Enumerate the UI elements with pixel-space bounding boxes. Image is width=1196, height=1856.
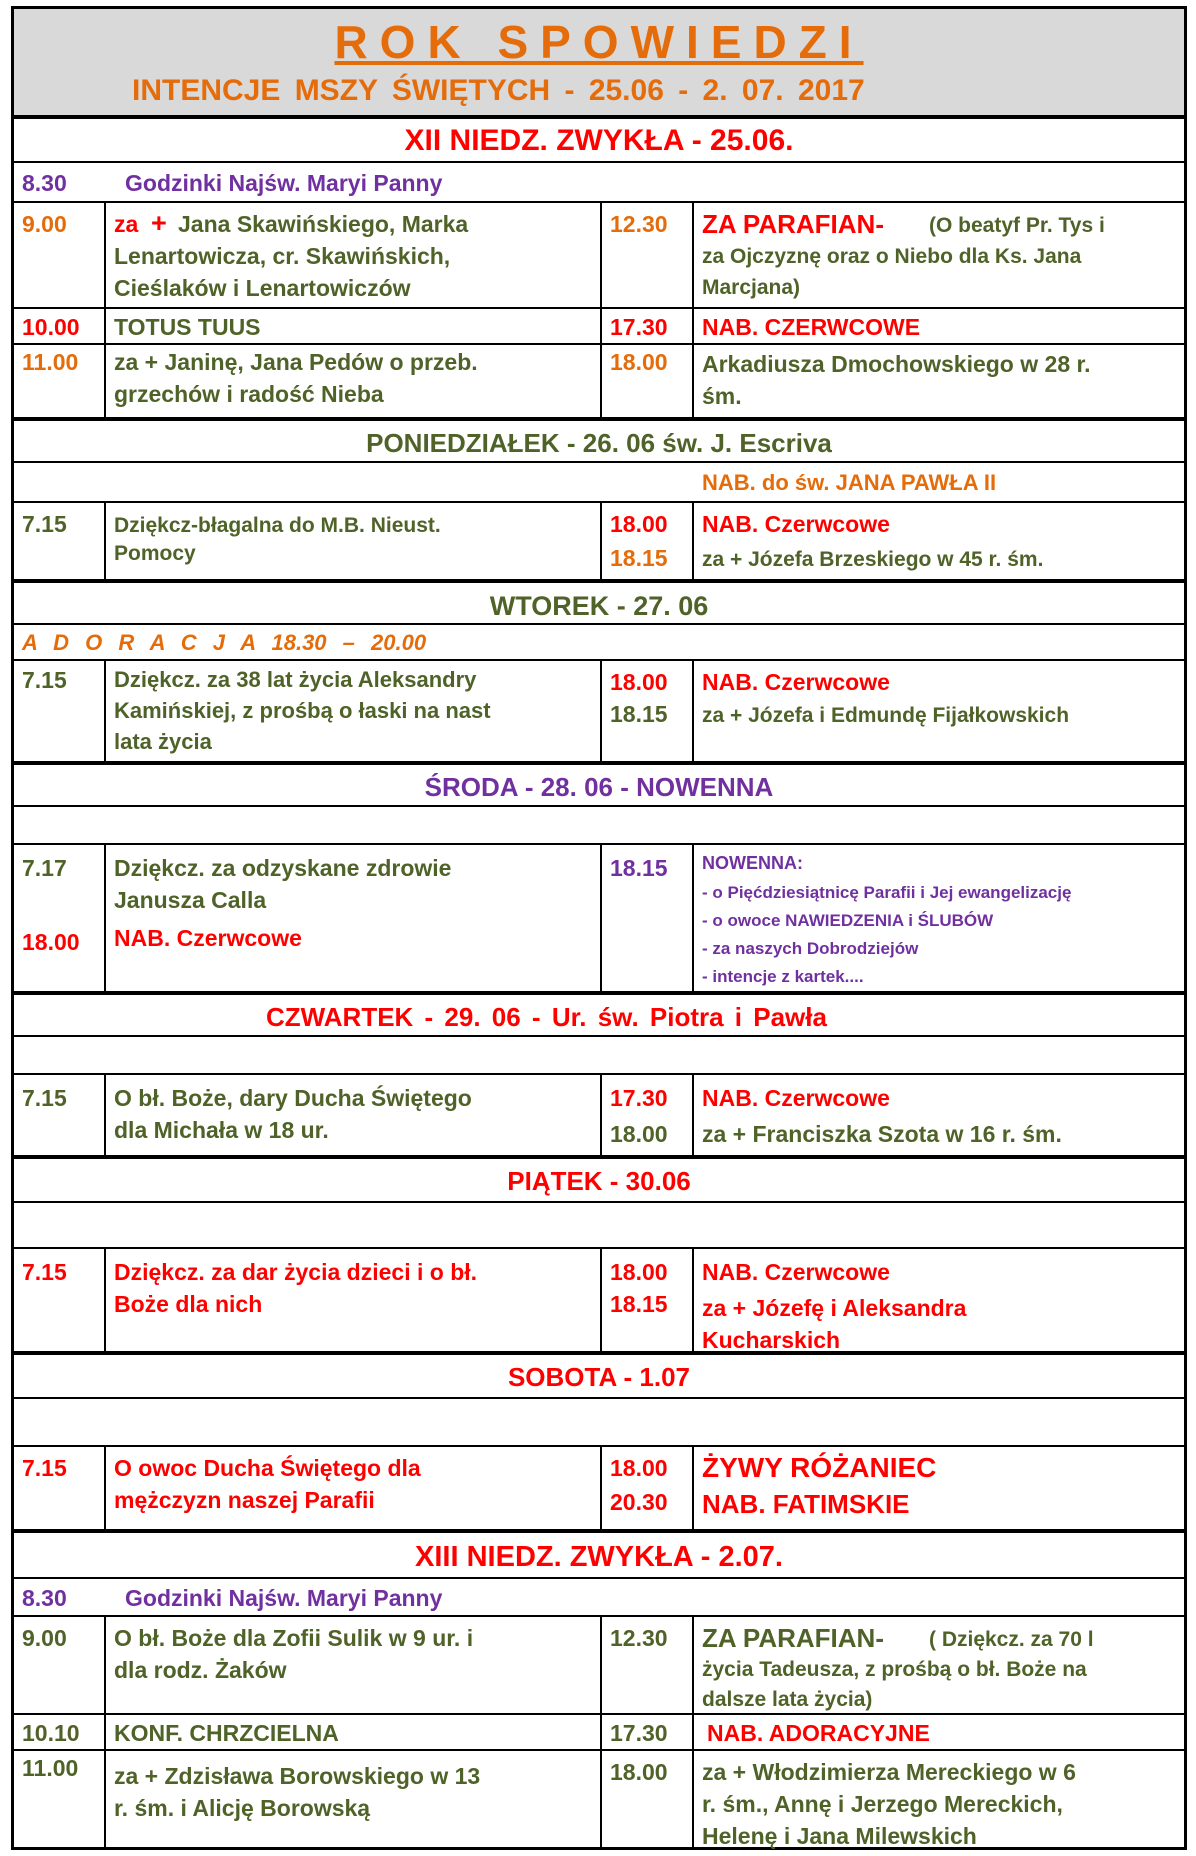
page-title: ROK SPOWIEDZI	[334, 16, 864, 68]
mass-intention: Arkadiusza Dmochowskiego w 28 r.	[702, 351, 1091, 377]
mass-row	[14, 307, 1184, 343]
adoration-note: A D O R A C J A 18.30 – 20.00	[22, 630, 427, 655]
mass-intention: Marcjana)	[702, 276, 801, 299]
day-heading-monday	[14, 417, 1184, 461]
mass-intention: dla Michała w 18 ur.	[114, 1117, 329, 1143]
mass-time: 7.15	[22, 667, 67, 693]
day-heading-tuesday	[14, 579, 1184, 623]
mass-time: 18.15	[610, 545, 668, 571]
mass-intention: O owoc Ducha Świętego dla	[114, 1455, 421, 1481]
mass-intention: Janusza Calla	[114, 887, 267, 913]
mass-time: 10.10	[22, 1720, 80, 1746]
adoracja-row	[14, 623, 1184, 659]
mass-note: NAB. do św. JANA PAWŁA II	[702, 470, 997, 495]
note-row	[14, 461, 1184, 501]
mass-intention: za + Franciszka Szota w 16 r. śm.	[702, 1121, 1062, 1147]
mass-intention: mężczyzn naszej Parafii	[114, 1487, 375, 1513]
day-heading-saturday	[14, 1351, 1184, 1397]
intention-heading: ZA PARAFIAN-	[702, 1623, 884, 1653]
novena-title: NOWENNA:	[702, 853, 803, 873]
godzinki-row	[14, 161, 1184, 201]
mass-intention: śm.	[702, 383, 742, 409]
mass-time: 9.00	[22, 1625, 67, 1651]
schedule-sheet	[11, 6, 1187, 1850]
mass-intention: KONF. CHRZCIELNA	[114, 1720, 339, 1746]
intention-heading: ZA PARAFIAN-	[702, 209, 884, 239]
mass-time: 18.00	[610, 1121, 668, 1147]
mass-intention: życia Tadeusza, z prośbą o bł. Boże na	[702, 1658, 1087, 1681]
mass-intention: NAB. ADORACYJNE	[707, 1720, 930, 1746]
mass-time: 9.00	[22, 211, 67, 237]
mass-intention: (O beatyf Pr. Tys i	[929, 214, 1105, 237]
mass-time: 18.00	[610, 1759, 668, 1785]
mass-intention: Pomocy	[114, 542, 196, 565]
empty-row	[14, 805, 1184, 843]
mass-intention: Dziękcz. za dar życia dzieci i o bł.	[114, 1259, 478, 1285]
mass-time: 7.15	[22, 1085, 67, 1111]
day-title: PONIEDZIAŁEK - 26. 06 św. J. Escriva	[366, 428, 832, 458]
mass-intention: grzechów i radość Nieba	[114, 381, 384, 407]
mass-intention: za Ojczyznę oraz o Niebo dla Ks. Jana	[702, 245, 1082, 268]
header	[14, 9, 1184, 115]
mass-intention: Helenę i Jana Milewskich	[702, 1823, 977, 1849]
day-title: ŚRODA - 28. 06 - NOWENNA	[424, 772, 774, 802]
mass-intention: dla rodz. Żaków	[114, 1657, 287, 1683]
mass-intention: NAB. Czerwcowe	[702, 511, 890, 537]
mass-intention: NAB. Czerwcowe	[114, 925, 302, 951]
mass-time: 11.00	[22, 1755, 79, 1781]
mass-time: 18.15	[610, 701, 668, 727]
mass-time: 18.00	[610, 1259, 668, 1285]
mass-intention: za + Józefa Brzeskiego w 45 r. śm.	[702, 548, 1044, 571]
mass-intention: Lenartowicza, cr. Skawińskich,	[114, 243, 451, 269]
mass-intention: NAB. Czerwcowe	[702, 1085, 890, 1111]
day-title: CZWARTEK - 29. 06 - Ur. św. Piotra i Pawła	[266, 1002, 827, 1032]
mass-time: 18.00	[610, 349, 668, 375]
mass-time: 20.30	[610, 1489, 668, 1515]
mass-intention: NAB. FATIMSKIE	[702, 1489, 910, 1519]
mass-row	[14, 1615, 1184, 1713]
day-heading-friday	[14, 1155, 1184, 1201]
empty-row	[14, 1397, 1184, 1445]
mass-intention: Godzinki Najśw. Maryi Panny	[125, 1585, 443, 1611]
day-heading-thursday	[14, 991, 1184, 1035]
mass-row	[14, 843, 1184, 991]
mass-time: 18.00	[22, 929, 80, 955]
mass-time: 7.15	[22, 1259, 67, 1285]
mass-intention: Dziękcz. za odzyskane zdrowie	[114, 855, 452, 881]
mass-intention: TOTUS TUUS	[114, 314, 261, 340]
mass-time: 11.00	[22, 349, 79, 375]
mass-intention: Dziękcz. za 38 lat życia Aleksandry	[114, 667, 477, 692]
mass-intention: za + Józefa i Edmundę Fijałkowskich	[702, 704, 1070, 727]
mass-time: 8.30	[22, 1585, 67, 1611]
cross-mark: +	[151, 208, 167, 238]
mass-intention: za + Zdzisława Borowskiego w 13	[114, 1763, 481, 1789]
mass-row	[14, 1749, 1184, 1850]
mass-intention: NAB. CZERWCOWE	[702, 314, 921, 340]
novena-item: - za naszych Dobrodziejów	[702, 939, 919, 958]
empty-row	[14, 1201, 1184, 1247]
novena-item: - o Pięćdziesiątnicę Parafii i Jej ewangelizację	[702, 883, 1072, 902]
mass-intention: Cieślaków i Lenartowiczów	[114, 275, 411, 301]
intention-prefix: za	[114, 211, 139, 237]
day-title: XIII NIEDZ. ZWYKŁA - 2.07.	[415, 1541, 783, 1573]
mass-time: 7.17	[22, 855, 67, 881]
mass-intention: Jana Skawińskiego, Marka	[178, 211, 469, 237]
day-heading-wednesday	[14, 761, 1184, 805]
mass-intention: ŻYWY RÓŻANIEC	[702, 1452, 937, 1483]
mass-time: 7.15	[22, 511, 67, 537]
mass-time: 12.30	[610, 1625, 668, 1651]
mass-time: 12.30	[610, 211, 668, 237]
mass-intention: Kamińskiej, z prośbą o łaski na nast	[114, 698, 491, 723]
mass-intention: za + Janinę, Jana Pedów o przeb.	[114, 349, 478, 375]
mass-intention: lata życia	[114, 729, 212, 754]
mass-time: 18.15	[610, 1291, 668, 1317]
page-subtitle: INTENCJE MSZY ŚWIĘTYCH - 25.06 - 2. 07. 2017	[132, 74, 865, 107]
mass-row	[14, 1073, 1184, 1155]
day-title: WTOREK - 27. 06	[489, 591, 709, 621]
mass-row	[14, 1247, 1184, 1351]
mass-intention: O bł. Boże dla Zofii Sulik w 9 ur. i	[114, 1625, 474, 1651]
mass-intention: Boże dla nich	[114, 1291, 263, 1317]
mass-intention: O bł. Boże, dary Ducha Świętego	[114, 1085, 472, 1111]
mass-row	[14, 343, 1184, 417]
mass-time: 18.00	[610, 1455, 668, 1481]
mass-time: 18.15	[610, 855, 668, 881]
mass-intention: Godzinki Najśw. Maryi Panny	[125, 170, 443, 196]
mass-time: 10.00	[22, 314, 80, 340]
mass-intention: NAB. Czerwcowe	[702, 1259, 890, 1285]
mass-intention: r. śm. i Alicję Borowską	[114, 1795, 371, 1821]
day-heading-sunday1	[14, 115, 1184, 161]
godzinki-row	[14, 1577, 1184, 1615]
novena-item: - o owoce NAWIEDZENIA i ŚLUBÓW	[702, 911, 994, 930]
mass-intention: r. śm., Annę i Jerzego Mereckich,	[702, 1791, 1063, 1817]
day-heading-sunday2	[14, 1529, 1184, 1577]
mass-intention: Kucharskich	[702, 1327, 841, 1353]
empty-row	[14, 1035, 1184, 1073]
mass-time: 18.00	[610, 511, 668, 537]
day-title: SOBOTA - 1.07	[507, 1362, 691, 1392]
mass-time: 7.15	[22, 1455, 67, 1481]
mass-row	[14, 1713, 1184, 1749]
mass-intention: NAB. Czerwcowe	[702, 669, 890, 695]
mass-row	[14, 659, 1184, 761]
mass-row	[14, 201, 1184, 307]
mass-time: 8.30	[22, 170, 67, 196]
mass-time: 17.30	[610, 314, 668, 340]
mass-intention: dalsze lata życia)	[702, 1688, 873, 1711]
mass-time: 17.30	[610, 1085, 668, 1111]
mass-intention: za + Włodzimierza Mereckiego w 6	[702, 1759, 1076, 1785]
day-title: PIĄTEK - 30.06	[507, 1166, 691, 1196]
day-title: XII NIEDZ. ZWYKŁA - 25.06.	[404, 124, 794, 157]
novena-item: - intencje z kartek....	[702, 967, 864, 986]
mass-row	[14, 1445, 1184, 1529]
mass-intention: ( Dziękcz. za 70 l	[929, 1628, 1094, 1651]
mass-intention: Dziękcz-błagalna do M.B. Nieust.	[114, 514, 441, 537]
mass-time: 18.00	[610, 669, 668, 695]
mass-row	[14, 501, 1184, 579]
mass-time: 17.30	[610, 1720, 668, 1746]
mass-intention: za + Józefę i Aleksandra	[702, 1295, 967, 1321]
